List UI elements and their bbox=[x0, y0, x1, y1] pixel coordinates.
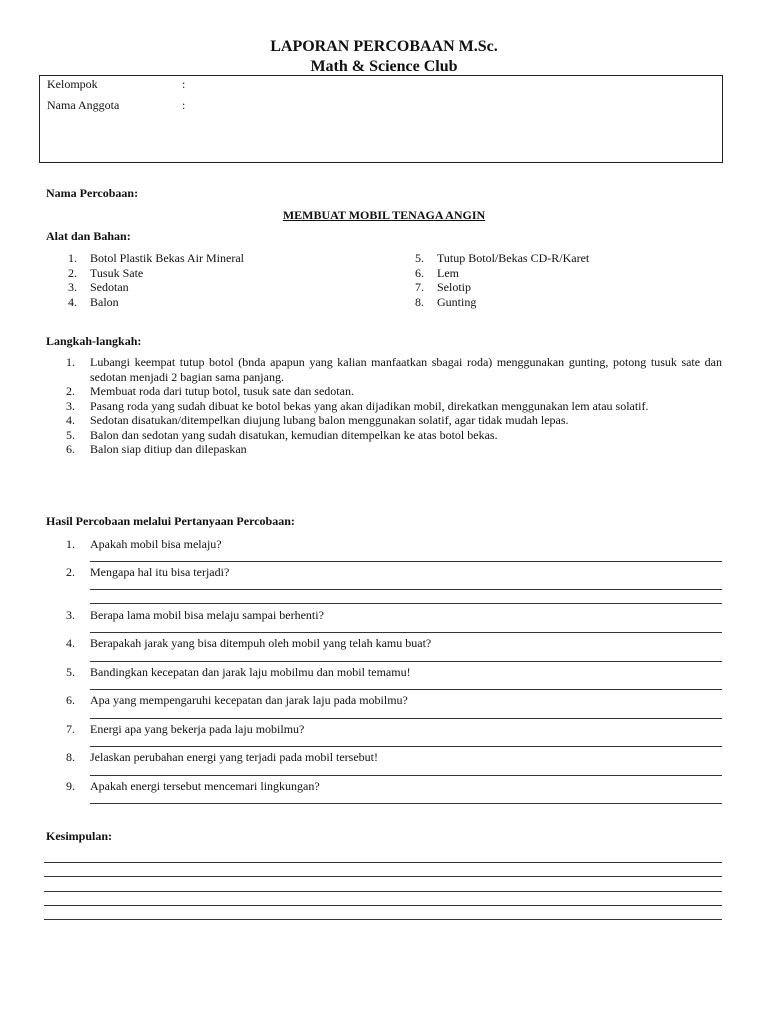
document-subtitle: Math & Science Club bbox=[310, 58, 458, 75]
answer-line[interactable] bbox=[90, 561, 722, 562]
list-item: 8. Gunting bbox=[415, 294, 477, 309]
steps-heading: Langkah-langkah: bbox=[46, 334, 142, 348]
list-item: 1. Lubangi keempat tutup botol (bnda apapun yang kalian manfaatkan sbagai roda) menggunakan gunting, potong tusuk sate dan sedotan menjadi 2 bagian sama panjang. bbox=[66, 355, 722, 384]
document-title: LAPORAN PERCOBAAN M.Sc. bbox=[270, 38, 498, 55]
conclusion-line[interactable] bbox=[44, 891, 722, 892]
list-item: 3. Pasang roda yang sudah dibuat ke botol bekas yang akan dijadikan mobil, direkatkan menggunakan lem atau solatif. bbox=[66, 398, 649, 413]
list-item: 2. Membuat roda dari tutup botol, tusuk sate dan sedotan. bbox=[66, 384, 354, 398]
conclusion-line[interactable] bbox=[44, 862, 722, 863]
experiment-name-heading: Nama Percobaan: bbox=[46, 186, 139, 200]
list-item: 3. Sedotan bbox=[68, 280, 129, 294]
steps-list bbox=[66, 355, 722, 457]
question-6: 6. Apa yang mempengaruhi kecepatan dan jarak laju pada mobilmu? bbox=[66, 693, 408, 707]
answer-line[interactable] bbox=[90, 689, 722, 690]
members-row bbox=[47, 98, 185, 113]
materials-list-left bbox=[68, 251, 244, 309]
list-item: 5. Balon dan sedotan yang sudah disatukan, kemudian ditempelkan ke atas botol bekas. bbox=[66, 427, 498, 442]
answer-line[interactable] bbox=[90, 661, 722, 662]
answer-line[interactable] bbox=[90, 718, 722, 719]
group-row bbox=[47, 77, 185, 92]
answer-line[interactable] bbox=[90, 803, 722, 804]
conclusion-line[interactable] bbox=[44, 905, 722, 906]
question-1: 1. Apakah mobil bisa melaju? bbox=[66, 537, 222, 551]
list-item: 6. Lem bbox=[415, 265, 459, 280]
experiment-name: MEMBUAT MOBIL TENAGA ANGIN bbox=[282, 208, 486, 222]
materials-list-right bbox=[415, 251, 589, 309]
answer-line[interactable] bbox=[90, 603, 722, 604]
question-9: 9. Apakah energi tersebut mencemari lingkungan? bbox=[66, 779, 320, 793]
question-4: 4. Berapakah jarak yang bisa ditempuh oleh mobil yang telah kamu buat? bbox=[66, 636, 432, 650]
conclusion-heading: Kesimpulan: bbox=[46, 829, 113, 843]
answer-line[interactable] bbox=[90, 589, 722, 590]
conclusion-line[interactable] bbox=[44, 919, 722, 920]
question-3: 3. Berapa lama mobil bisa melaju sampai berhenti? bbox=[66, 608, 324, 622]
conclusion-line[interactable] bbox=[44, 876, 722, 877]
list-item: 4. Sedotan disatukan/ditempelkan diujung lubang balon menggunakan solatif, agar tidak mudah lepas. bbox=[66, 413, 569, 427]
materials-heading: Alat dan Bahan: bbox=[46, 229, 131, 243]
results-heading: Hasil Percobaan melalui Pertanyaan Percobaan: bbox=[46, 514, 295, 528]
list-item: 4. Balon bbox=[68, 294, 119, 309]
answer-line[interactable] bbox=[90, 775, 722, 776]
list-item: 5. Tutup Botol/Bekas CD-R/Karet bbox=[415, 251, 590, 265]
members-colon: : bbox=[182, 98, 186, 112]
answer-line[interactable] bbox=[90, 746, 722, 747]
group-colon: : bbox=[182, 77, 186, 91]
question-2: 2. Mengapa hal itu bisa terjadi? bbox=[66, 565, 230, 579]
question-5: 5. Bandingkan kecepatan dan jarak laju mobilmu dan mobil temamu! bbox=[66, 665, 411, 679]
question-7: 7. Energi apa yang bekerja pada laju mobilmu? bbox=[66, 722, 305, 736]
question-8: 8. Jelaskan perubahan energi yang terjadi pada mobil tersebut! bbox=[66, 750, 379, 764]
list-item: 6. Balon siap ditiup dan dilepaskan bbox=[66, 442, 247, 456]
group-label: Kelompok bbox=[47, 77, 98, 91]
list-item: 1. Botol Plastik Bekas Air Mineral bbox=[68, 251, 244, 265]
answer-line[interactable] bbox=[90, 632, 722, 633]
list-item: 2. Tusuk Sate bbox=[68, 265, 144, 280]
identity-box bbox=[39, 75, 723, 163]
list-item: 7. Selotip bbox=[415, 280, 472, 294]
members-label: Nama Anggota bbox=[47, 98, 120, 112]
